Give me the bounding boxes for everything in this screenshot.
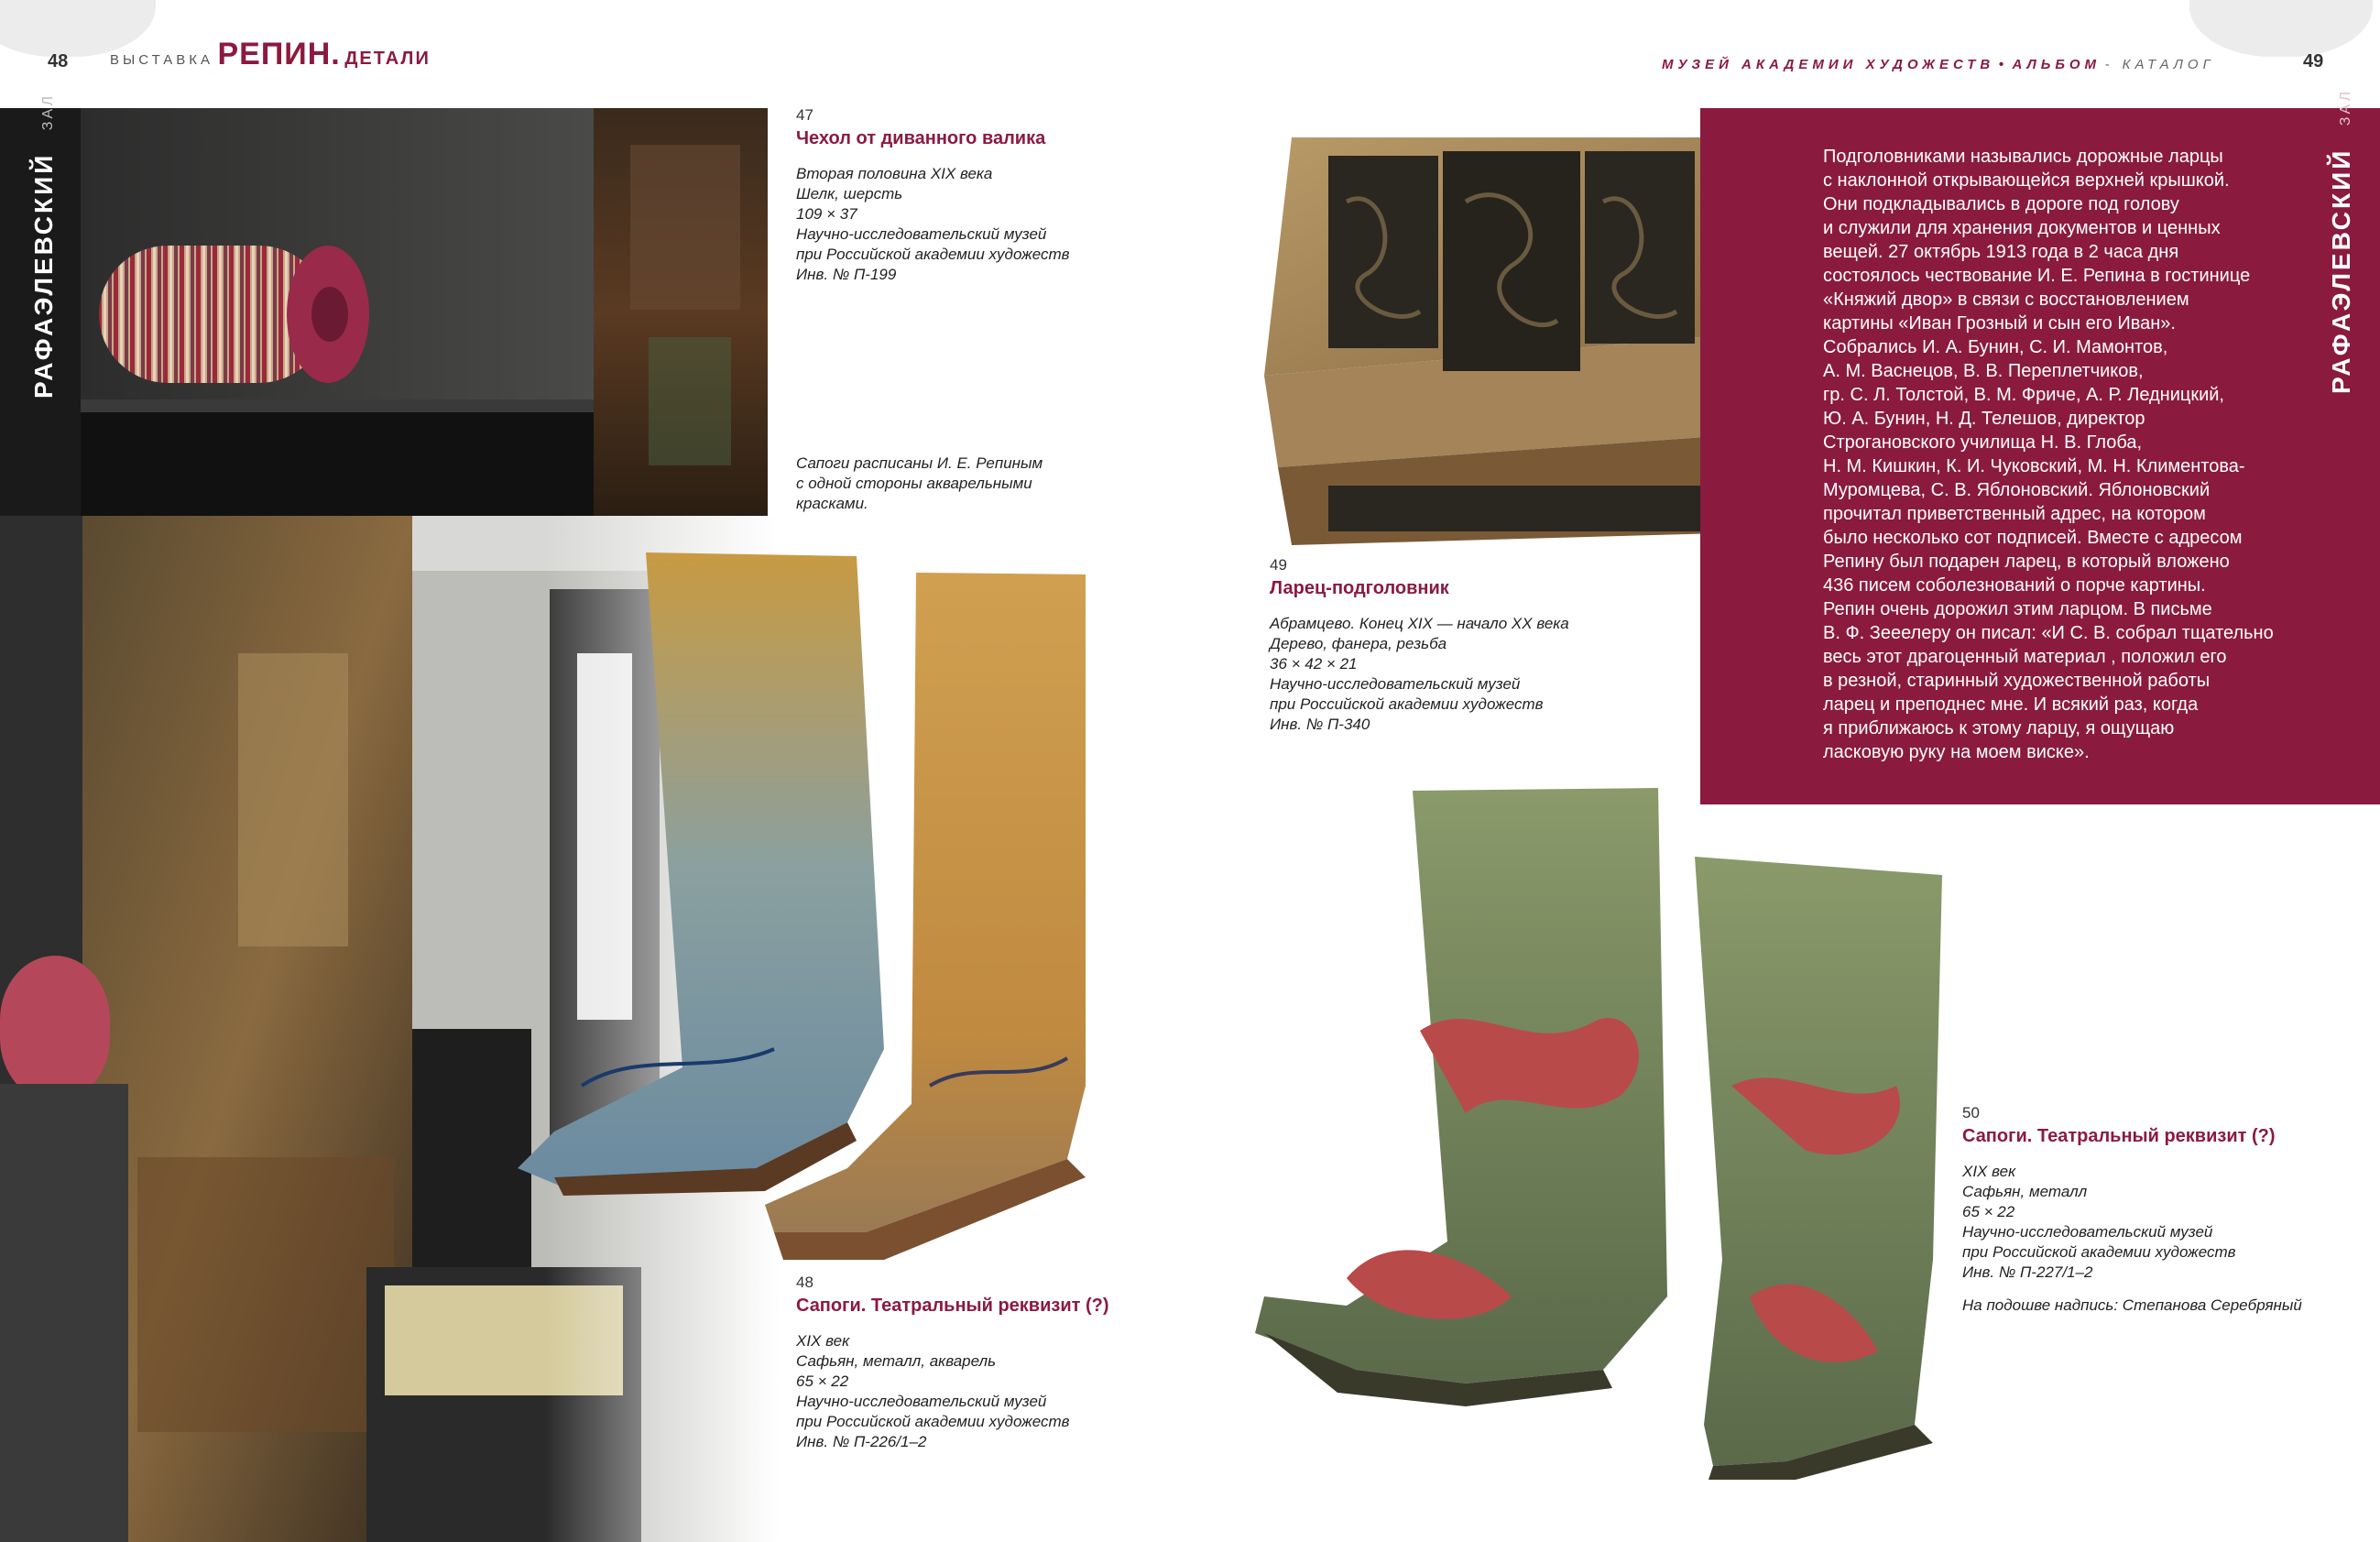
museum-heading — [1662, 57, 2215, 73]
note-line: с одной стороны акварельными — [796, 475, 1032, 492]
item-number: 49 — [1270, 556, 1287, 574]
panel-line: и служили для хранения документов и ценных — [1823, 218, 2221, 238]
detail-line: Сафьян, металл, акварель — [796, 1352, 997, 1370]
caption-item-47 — [796, 106, 1070, 285]
detail-line: Инв. № П-199 — [796, 266, 897, 283]
panel-line: «Княжий двор» в связи с восстановлением — [1823, 290, 2189, 310]
history-panel — [1700, 108, 2298, 804]
detail-line: Инв. № П-226/1–2 — [796, 1433, 927, 1450]
panel-line: ларец и преподнес мне. И всякий раз, когда — [1823, 694, 2199, 715]
panel-line: гр. С. Л. Толстой, В. М. Фриче, А. Р. Ледницкий, — [1823, 385, 2224, 405]
detail-line: Инв. № П-340 — [1270, 716, 1370, 733]
detail-line: Научно-исследовательский музей — [796, 1393, 1047, 1410]
panel-line: Строгановского училища Н. В. Глоба, — [1823, 432, 2143, 453]
panel-line: В. Ф. Зееелеру он писал: «И С. В. собрал тщательно — [1823, 623, 2274, 643]
detail-line: Научно-исследовательский музей — [1270, 675, 1521, 693]
item-number: 48 — [796, 1274, 813, 1291]
museum-name: МУЗЕЙ АКАДЕМИИ ХУДОЖЕСТВ — [1662, 57, 1995, 72]
note-line: красками. — [796, 495, 868, 512]
item-title: Ларец-подголовник — [1270, 578, 1449, 598]
item-number: 50 — [1962, 1104, 1980, 1121]
panel-line: с наклонной открывающейся верхней крышкой. — [1823, 170, 2230, 191]
detail-line: Сафьян, металл — [1962, 1183, 2088, 1200]
panel-line: состоялось чествование И. Е. Репина в гостинице — [1823, 266, 2251, 286]
detail-line: Вторая половина XIX века — [796, 165, 993, 182]
panel-line: картины «Иван Грозный и сын его Иван». — [1823, 313, 2176, 334]
detail-line: 65 × 22 — [796, 1372, 849, 1390]
panel-line: 436 писем соболезнований о порче картины. — [1823, 575, 2206, 596]
panel-line: Ю. А. Бунин, Н. Д. Телешов, директор — [1823, 409, 2145, 429]
hall-suffix-left: ЗАЛ — [40, 93, 56, 131]
boots-watercolor-note — [796, 454, 1043, 514]
panel-line: Собрались И. А. Бунин, С. И. Мамонтов, — [1823, 337, 2168, 357]
item-title: Сапоги. Театральный реквизит (?) — [1962, 1126, 2276, 1146]
item-details — [796, 1331, 1109, 1452]
panel-line: весь этот драгоценный материал , положил его — [1823, 647, 2227, 667]
header-palette-right — [2189, 0, 2373, 57]
detail-line: 109 × 37 — [796, 205, 857, 223]
note-line: Сапоги расписаны И. Е. Репиным — [796, 454, 1043, 472]
item-details — [1270, 614, 1569, 735]
detail-line: Научно-исследовательский музей — [796, 225, 1047, 243]
exhibition-label: ВЫСТАВКА — [110, 52, 214, 68]
bolster-photo — [81, 108, 768, 516]
history-text — [1823, 145, 2274, 764]
panel-line: Репину был подарен ларец, в который вложено — [1823, 552, 2230, 572]
exhibition-title: РЕПИН. — [217, 37, 341, 71]
panel-line: Подголовниками назывались дорожные ларцы — [1823, 147, 2223, 167]
detail-line: при Российской академии художеств — [796, 246, 1070, 263]
caption-item-48 — [796, 1274, 1109, 1452]
item-details — [796, 164, 1070, 285]
painted-boots-photo — [499, 536, 1122, 1269]
item-title: Сапоги. Театральный реквизит (?) — [796, 1296, 1109, 1316]
hall-name-right: РАФАЭЛЕВСКИЙ — [2327, 148, 2355, 394]
header-bullet: • — [1998, 57, 2008, 72]
panel-line: Н. М. Кишкин, К. И. Чуковский, М. Н. Климентова- — [1823, 456, 2245, 476]
panel-line: Они подкладывались в дороге под голову — [1823, 194, 2179, 214]
panel-line: Муромцева, С. В. Яблоновский. Яблоновский — [1823, 480, 2211, 500]
detail-line: Дерево, фанера, резьба — [1270, 635, 1447, 652]
hall-label-left — [29, 93, 59, 399]
hall-label-right — [2327, 89, 2356, 394]
left-page-number: 48 — [48, 51, 69, 71]
exhibition-subtitle: ДЕТАЛИ — [344, 49, 431, 69]
detail-line: 65 × 22 — [1962, 1203, 2015, 1220]
item-title: Чехол от диванного валика — [796, 128, 1046, 148]
panel-line: прочитал приветственный адрес, на котором — [1823, 504, 2206, 524]
detail-line: при Российской академии художеств — [1270, 695, 1544, 713]
caption-item-49 — [1270, 556, 1569, 735]
panel-line: в резной, старинный художественной работы — [1823, 671, 2211, 691]
panel-line: я приближаюсь к этому ларцу, я ощущаю — [1823, 718, 2175, 738]
item-number: 47 — [796, 106, 813, 124]
detail-line: XIX век — [796, 1332, 850, 1350]
detail-line: 36 × 42 × 21 — [1270, 655, 1358, 673]
detail-line: Шелк, шерсть — [796, 185, 903, 202]
right-page-number: 49 — [2303, 51, 2324, 71]
album-word: АЛЬБОМ — [2012, 57, 2101, 72]
panel-line: А. М. Васнецов, В. В. Переплетчиков, — [1823, 361, 2144, 381]
panel-line: было несколько сот подписей. Вместе с адресом — [1823, 528, 2243, 548]
exhibition-heading — [110, 37, 431, 72]
hall-name-left: РАФАЭЛЕВСКИЙ — [29, 152, 58, 399]
detail-line: Абрамцево. Конец XIX — начало XX века — [1270, 615, 1569, 632]
embroidered-boots-photo — [1237, 783, 1951, 1480]
catalog-word: - КАТАЛОГ — [2104, 57, 2215, 72]
caption-item-50 — [1962, 1104, 2302, 1316]
item-details — [1962, 1162, 2302, 1316]
detail-line: при Российской академии художеств — [796, 1413, 1070, 1430]
hall-suffix-right: ЗАЛ — [2338, 89, 2353, 126]
detail-line: XIX век — [1962, 1163, 2016, 1180]
detail-line: Научно-исследовательский музей — [1962, 1223, 2213, 1241]
panel-line: вещей. 27 октябрь 1913 года в 2 часа дня — [1823, 242, 2179, 262]
panel-line: Репин очень дорожил этим ларцом. В письме — [1823, 599, 2212, 619]
sole-inscription: На подошве надпись: Степанова Серебряный — [1962, 1296, 2302, 1314]
detail-line: при Российской академии художеств — [1962, 1243, 2236, 1261]
detail-line: Инв. № П-227/1–2 — [1962, 1263, 2093, 1281]
panel-line: ласковую руку на моем виске». — [1823, 742, 2090, 762]
